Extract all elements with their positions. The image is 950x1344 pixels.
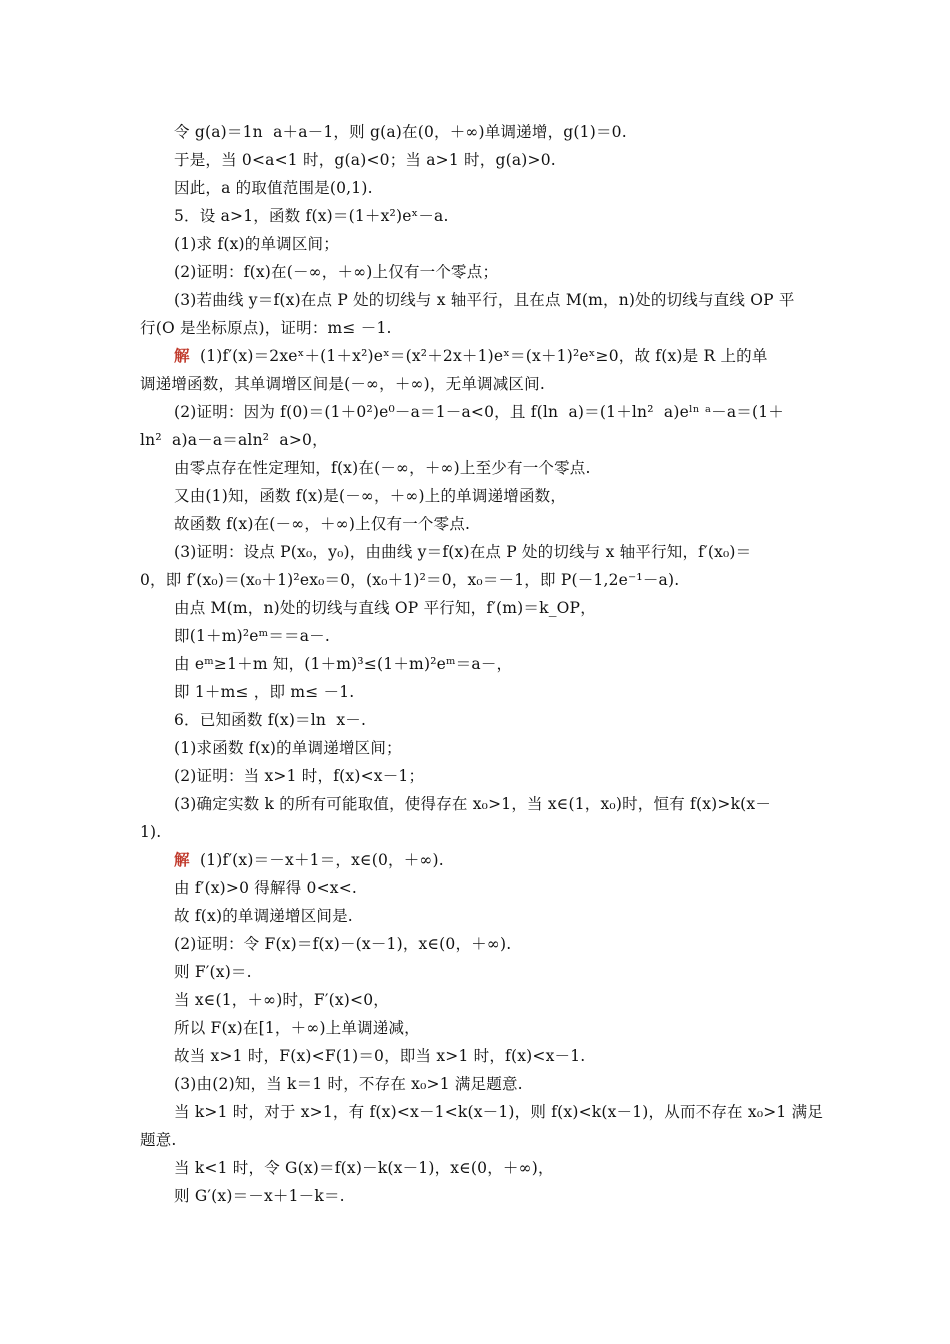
line-text: 于是，当 0<a<1 时，g(a)<0；当 a>1 时，g(a)>0.: [174, 151, 556, 169]
line-text: (3)证明：设点 P(x₀，y₀)，由曲线 y＝f(x)在点 P 处的切线与 x 轴平行知，f′(x₀)＝: [174, 543, 752, 561]
line-text: 因此，a 的取值范围是(0,1).: [174, 179, 373, 197]
text-line: [174, 514, 470, 534]
text-line: [174, 990, 389, 1010]
text-line: [174, 458, 591, 478]
text-line: [174, 542, 751, 562]
line-text: 5．设 a>1，函数 f(x)＝(1＋x²)eˣ－a.: [174, 207, 449, 225]
line-text: 由点 M(m，n)处的切线与直线 OP 平行知，f′(m)＝k_OP，: [174, 599, 596, 617]
text-line: [174, 150, 556, 170]
line-text: (1)f′(x)＝－x＋1＝，x∈(0，＋∞).: [189, 851, 444, 869]
line-text: 调递增函数，其单调增区间是(－∞，＋∞)，无单调减区间.: [140, 375, 545, 393]
text-line: [174, 654, 512, 674]
text-line: [174, 906, 353, 926]
text-line: [174, 234, 339, 254]
text-line: [174, 206, 449, 226]
line-text: 故当 x>1 时，F(x)<F(1)＝0，即当 x>1 时，f(x)<x－1.: [174, 1047, 586, 1065]
text-line: [174, 1018, 420, 1038]
text-line: [174, 794, 771, 814]
text-line: [174, 934, 511, 954]
line-text: (2)证明：f(x)在(－∞，＋∞)上仅有一个零点；: [174, 263, 499, 281]
text-line: [174, 598, 596, 618]
line-text: 令 g(a)＝1n a＋a－1，则 g(a)在(0，＋∞)单调递增，g(1)＝0.: [174, 123, 627, 141]
line-text: (2)证明：因为 f(0)＝(1＋0²)e⁰－a＝1－a<0，且 f(ln a)＝(1＋ln² a)eˡⁿ ᵃ－a＝(1＋: [174, 403, 784, 421]
text-line: [174, 1102, 823, 1122]
line-text: 故函数 f(x)在(－∞，＋∞)上仅有一个零点.: [174, 515, 471, 533]
line-text: 6．已知函数 f(x)＝ln x－.: [174, 711, 367, 729]
line-text: 当 k<1 时，令 G(x)＝f(x)－k(x－1)，x∈(0，＋∞)，: [174, 1159, 554, 1177]
text-line: [174, 290, 795, 310]
line-text: 行(O 是坐标原点)，证明：m≤ －1.: [140, 319, 392, 337]
line-text: 又由(1)知，函数 f(x)是(－∞，＋∞)上的单调递增函数，: [174, 487, 567, 505]
solution-label: 解: [174, 346, 190, 365]
text-line: [174, 178, 373, 198]
text-line: [174, 682, 354, 702]
text-line: [174, 1158, 554, 1178]
line-text: (3)若曲线 y＝f(x)在点 P 处的切线与 x 轴平行，且在点 M(m，n)处的切线与直线 OP 平: [174, 291, 795, 309]
text-line: [174, 1046, 585, 1066]
line-text: 0，即 f′(x₀)＝(x₀＋1)²ex₀＝0，(x₀＋1)²＝0，x₀＝－1，即 P(－1,2e⁻¹－a).: [140, 571, 680, 589]
line-text: 故 f(x)的单调递增区间是.: [174, 907, 353, 925]
line-text: (1)求函数 f(x)的单调递增区间；: [174, 739, 402, 757]
text-line: [174, 710, 366, 730]
text-line: [174, 1186, 345, 1206]
solution-label: 解: [174, 850, 190, 869]
line-text: 当 x∈(1，＋∞)时，F′(x)<0，: [174, 991, 389, 1009]
text-line: [140, 318, 392, 338]
text-line: [174, 962, 252, 982]
text-line: [174, 346, 768, 366]
line-text: (1)求 f(x)的单调区间；: [174, 235, 339, 253]
line-text: 当 k>1 时，对于 x>1，有 f(x)<x－1<k(x－1)，则 f(x)<k(x－1)，从而不存在 x₀>1 满足: [174, 1103, 824, 1121]
text-line: [174, 1074, 523, 1094]
line-text: 题意.: [140, 1131, 177, 1149]
line-text: 1).: [140, 823, 162, 841]
line-text: (3)由(2)知，当 k＝1 时，不存在 x₀>1 满足题意.: [174, 1075, 523, 1093]
line-text: (1)f′(x)＝2xeˣ＋(1＋x²)eˣ＝(x²＋2x＋1)eˣ＝(x＋1)²eˣ≥0，故 f(x)是 R 上的单: [189, 347, 768, 365]
text-line: [174, 766, 424, 786]
text-line: [174, 878, 357, 898]
line-text: 所以 F(x)在[1，＋∞)上单调递减，: [174, 1019, 420, 1037]
line-text: 由 f′(x)>0 得解得 0<x<.: [174, 879, 358, 897]
line-text: 由 eᵐ≥1＋m 知，(1＋m)³≤(1＋m)²eᵐ＝a－，: [174, 655, 513, 673]
line-text: 则 F′(x)＝.: [174, 963, 252, 981]
text-line: [174, 626, 330, 646]
text-line: [140, 374, 545, 394]
line-text: ln² a)a－a＝aln² a>0，: [140, 431, 328, 449]
line-text: 即(1＋m)²eᵐ＝＝a－.: [174, 627, 331, 645]
line-text: 则 G′(x)＝－x＋1－k＝.: [174, 1187, 345, 1205]
text-line: [174, 402, 784, 422]
text-line: [174, 850, 444, 870]
text-line: [140, 822, 161, 842]
text-line: [174, 486, 566, 506]
text-line: [174, 738, 402, 758]
text-line: [140, 1130, 177, 1150]
text-line: [140, 570, 679, 590]
text-line: [140, 430, 328, 450]
text-line: [174, 262, 498, 282]
text-line: [174, 122, 627, 142]
line-text: 由零点存在性定理知，f(x)在(－∞，＋∞)上至少有一个零点.: [174, 459, 591, 477]
line-text: (3)确定实数 k 的所有可能取值，使得存在 x₀>1，当 x∈(1，x₀)时，恒有 f(x)>k(x－: [174, 795, 772, 813]
line-text: (2)证明：当 x>1 时，f(x)<x－1；: [174, 767, 425, 785]
line-text: (2)证明：令 F(x)＝f(x)－(x－1)，x∈(0，＋∞).: [174, 935, 512, 953]
line-text: 即 1＋m≤ ，即 m≤ －1.: [174, 683, 355, 701]
